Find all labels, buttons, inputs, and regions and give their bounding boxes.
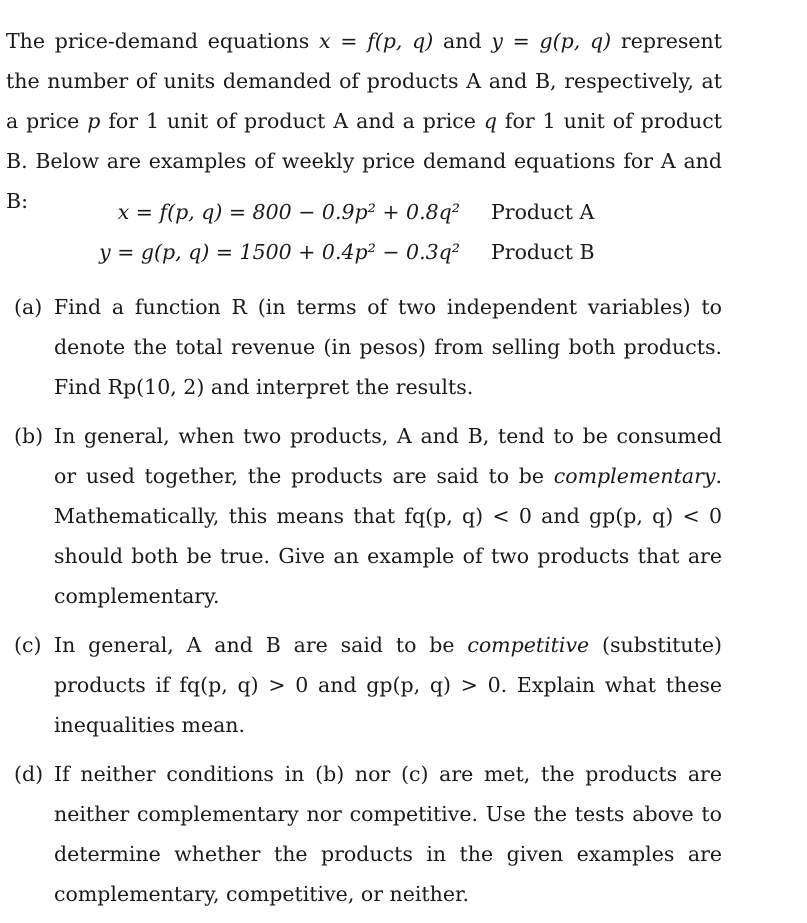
question-b-emphasis: complementary xyxy=(553,464,716,488)
intro-text-1: The price-demand equations xyxy=(6,29,320,53)
equation-product-a xyxy=(0,194,460,230)
equation-a-formula: x = f(p, q) = 800 − 0.9p² + 0.8q² xyxy=(117,200,460,224)
question-d-label: (d) xyxy=(14,762,44,786)
question-b-text-2: . Mathematically, this means that fq(p, q) < 0 and gp(p, q) < 0 should both be true. Give an example of two products that are complementary. xyxy=(54,464,722,608)
question-c-text-1: In general, A and B are said to be xyxy=(54,633,468,657)
intro-text-5: for 1 unit of product B. Below are examples of weekly price demand equations for A and B: xyxy=(6,109,722,213)
intro-math-4: q xyxy=(483,109,497,133)
question-b-text-1: In general, when two products, A and B, tend to be consumed or used together, the products are said to be xyxy=(54,424,722,488)
intro-text-3: represent the number of units demanded of products A and B, respectively, at a price xyxy=(6,29,722,133)
question-list xyxy=(14,287,722,923)
question-a-label: (a) xyxy=(14,295,43,319)
intro-paragraph xyxy=(6,21,722,221)
question-c-body xyxy=(54,625,722,745)
question-b xyxy=(14,416,722,616)
question-a-text: Find a function R (in terms of two independent variables) to denote the total revenue (in pesos) from selling both products. Find Rp(10, 2) and interpret the results. xyxy=(54,295,722,399)
equation-b-formula: y = g(p, q) = 1500 + 0.4p² − 0.3q² xyxy=(99,240,460,264)
equation-product-b xyxy=(0,234,460,270)
intro-math-1: x = f(p, q) xyxy=(319,29,434,53)
question-d xyxy=(14,754,722,914)
question-c-label: (c) xyxy=(14,633,42,657)
question-c-emphasis: competitive xyxy=(467,633,590,657)
intro-text-4: for 1 unit of product A and a price xyxy=(100,109,484,133)
question-a xyxy=(14,287,722,407)
question-c xyxy=(14,625,722,745)
intro-math-3: p xyxy=(87,109,101,133)
equation-b-label: Product B xyxy=(491,240,595,264)
intro-text-2: and xyxy=(433,29,492,53)
question-d-text: If neither conditions in (b) nor (c) are met, the products are neither complementary nor competitive. Use the tests above to determine whether the products in the given examples are complementary, competitive, or neither. xyxy=(54,762,722,906)
equation-a-label: Product A xyxy=(491,200,595,224)
question-b-label: (b) xyxy=(14,424,44,448)
question-b-body xyxy=(54,416,722,616)
intro-math-2: y = g(p, q) xyxy=(491,29,612,53)
question-c-text-2: (substitute) products if fq(p, q) > 0 and gp(p, q) > 0. Explain what these inequalities mean. xyxy=(54,633,722,737)
